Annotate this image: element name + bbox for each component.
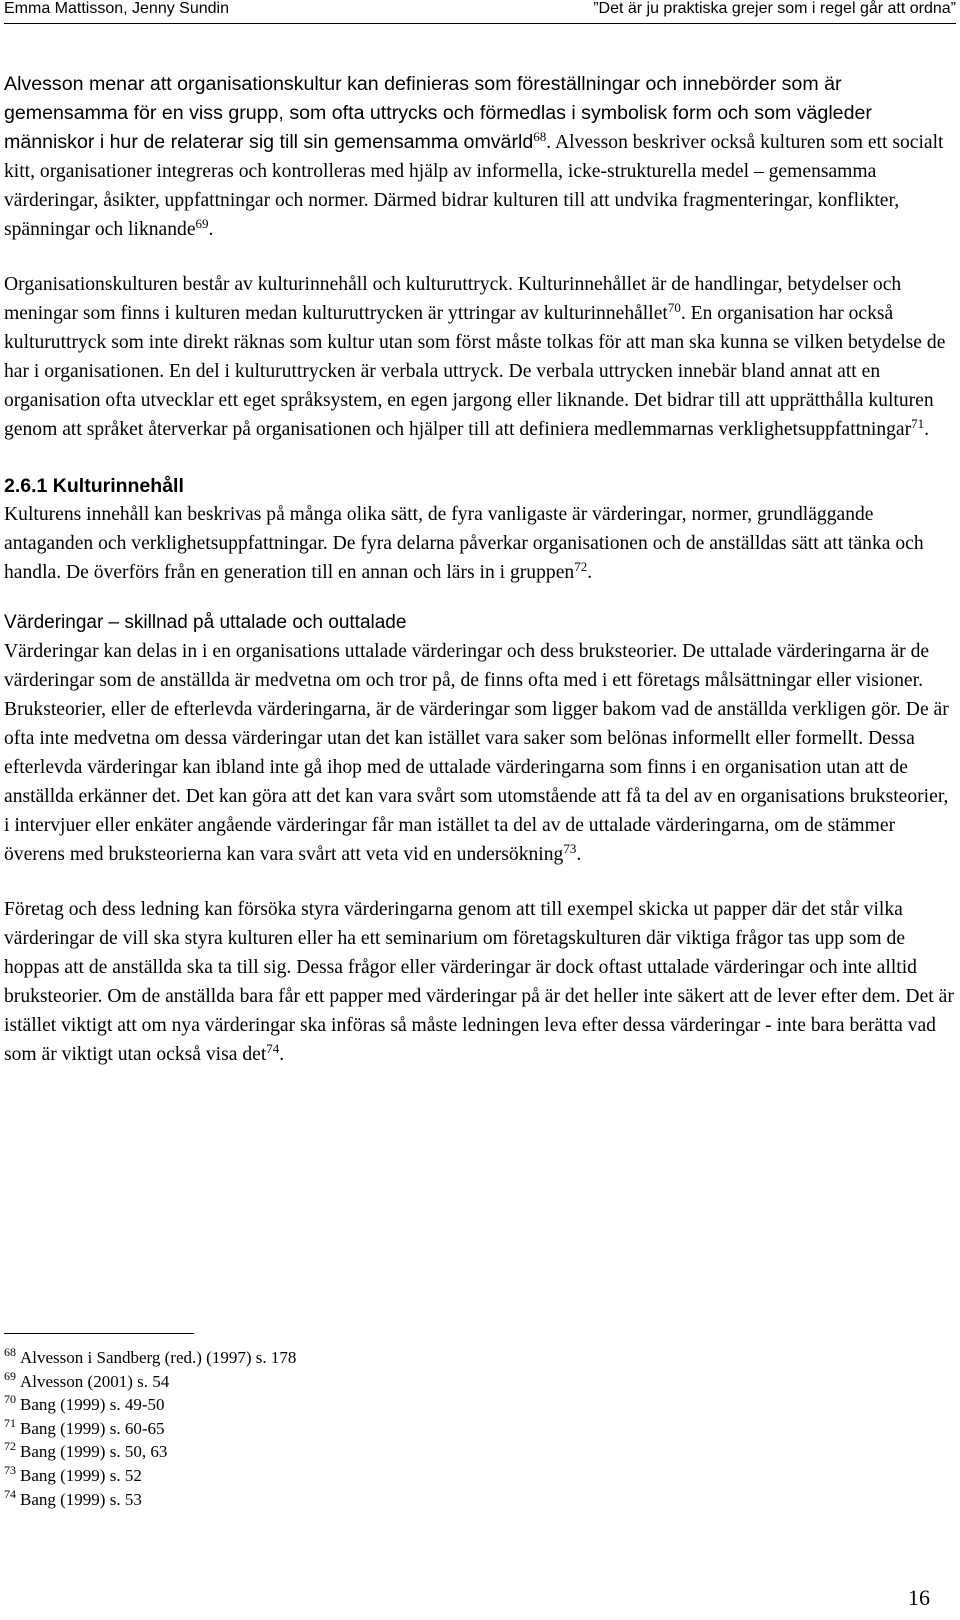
paragraph-text: Kulturens innehåll kan beskrivas på många olika sätt, de fyra vanligaste är värderingar, normer, grundläggande antaganden och verklighetsuppfattningar. De fyra delarna påverkar organisationen och de anställdas sätt att tänka och handla. De överförs från en generation till en annan och lärs in i gruppen (4, 504, 924, 583)
main-text (4, 70, 956, 1069)
running-header (4, 0, 956, 18)
footnote-reference[interactable]: 68 (533, 129, 547, 144)
subheading: Värderingar – skillnad på uttalade och outtalade (4, 612, 407, 633)
footnote-reference[interactable]: 72 (574, 559, 588, 574)
footnote-number: 72 (4, 1439, 16, 1454)
paragraph-text: . (587, 562, 593, 583)
paragraph-text: . Alvesson beskriver också kulturen som ett socialt kitt, organisationer integreras och kontrolleras med hjälp av informella, icke-strukturella medel – gemensamma värderingar, åsikter, uppfattningar och normer. Därmed bidrar kulturen till att undvika fragmenteringar, konflikter, spänningar och liknande (4, 132, 944, 240)
paragraph-2 (4, 270, 956, 444)
paragraph-3 (4, 500, 956, 587)
footnote-reference[interactable]: 71 (911, 416, 925, 431)
footnote-item (4, 1370, 904, 1394)
footnote-text: Bang (1999) s. 60-65 (20, 1418, 165, 1438)
section-heading: 2.6.1 Kulturinnehåll (4, 475, 184, 497)
footnotes (4, 1346, 904, 1511)
footnote-text: Bang (1999) s. 50, 63 (20, 1442, 168, 1462)
footnote-reference[interactable]: 74 (266, 1041, 280, 1056)
footnote-reference[interactable]: 73 (563, 841, 577, 856)
footnote-text: Alvesson (2001) s. 54 (20, 1371, 170, 1391)
footnote-number: 71 (4, 1415, 16, 1430)
paragraph-text: . (576, 844, 582, 865)
footnote-number: 68 (4, 1345, 16, 1359)
footnote-item (4, 1464, 904, 1488)
header-rule (4, 23, 956, 24)
paragraph-text: Värderingar kan delas in i en organisations uttalade värderingar och dess bruksteorier. De uttalade värderingarna är de värderingar som de anställda är medvetna om och tror på, de finns ofta med i ett företags målsättningar eller visioner. Bruksteorier, eller de efterlevda värderingarna, är de värderingar som ligger bakom vad de anställda verkligen gör. De är ofta inte medvetna om dessa värderingar utan det kan istället vara saker som belönas informellt eller formellt. Dessa efterlevda värderingar kan ibland inte gå ihop med de uttalade värderingarna som finns i en organisation utan att de anställda erkänner det. Det kan göra att det kan vara svårt som utomstående att få ta del av en organisations bruksteorier, i intervjuer eller enkäter angående värderingar får man istället ta del av de uttalade värderingarna, om de stämmer överens med bruksteorierna kan vara svårt att veta vid en undersökning (4, 641, 949, 865)
paragraph-text: Alvesson menar att organisationskultur kan definieras som föreställningar och innebörder som är gemensamma för en viss grupp, som ofta uttrycks och förmedlas i symbolisk form och som vägleder människor i hur de relaterar sig till sin gemensamma omvärld (4, 73, 872, 153)
footnote-text: Bang (1999) s. 53 (20, 1489, 142, 1509)
footnote-item (4, 1417, 904, 1441)
footnote-number: 70 (4, 1392, 16, 1407)
footnote-item (4, 1440, 904, 1464)
header-authors: Emma Mattisson, Jenny Sundin (4, 0, 229, 17)
paragraph-4 (4, 637, 956, 869)
footnote-separator (4, 1333, 194, 1334)
footnote-text: Bang (1999) s. 49-50 (20, 1395, 165, 1415)
header-document-title: ”Det är ju praktiska grejer som i regel går att ordna” (593, 0, 956, 17)
paragraph-text: . En organisation har också kulturuttryck som inte direkt räknas som kultur utan som först måste tolkas för att man ska kunna se vilken betydelse de har i organisationen. En del i kulturuttrycken är verbala uttryck. De verbala uttrycken innebär bland annat att en organisation ofta utvecklar ett eget språksystem, en egen jargong eller liknande. Det bidrar till att upprätthålla kulturen genom att språket återverkar på organisationen och hjälper till att definiera medlemmarnas verklighetsuppfattningar (4, 303, 946, 440)
paragraph-5 (4, 895, 956, 1069)
footnote-number: 73 (4, 1462, 16, 1477)
footnote-text: Bang (1999) s. 52 (20, 1465, 142, 1485)
paragraph-text: Företag och dess ledning kan försöka styra värderingarna genom att till exempel skicka ut papper där det står vilka värderingar de vill ska styra kulturen eller ha ett seminarium om företagskulturen där viktiga frågor tas upp som de hoppas att de anställda ska ta till sig. Dessa frågor eller värderingar är dock oftast uttalade värderingar och inte alltid bruksteorier. Om de anställda bara får ett papper med värderingar på är det heller inte säkert att de lever efter dem. Det är istället viktigt att om nya värderingar ska införas så måste ledningen leva efter dessa värderingar - inte bara berätta vad som är viktigt utan också visa det (4, 899, 954, 1065)
page-number: 16 (908, 1585, 930, 1610)
footnote-number: 74 (4, 1486, 16, 1501)
footnote-text: Alvesson i Sandberg (red.) (1997) s. 178 (20, 1348, 297, 1367)
footnote-reference[interactable]: 69 (195, 216, 209, 231)
footnote-item (4, 1393, 904, 1417)
footnote-item (4, 1488, 904, 1512)
paragraph-text: Organisationskulturen består av kulturinnehåll och kulturuttryck. Kulturinnehållet är de handlingar, betydelser och meningar som finns i kulturen medan kulturuttrycken är yttringar av kulturinnehållet (4, 274, 902, 324)
footnote-reference[interactable]: 70 (667, 300, 681, 315)
paragraph-text: . (279, 1044, 285, 1065)
paragraph-text: . (924, 419, 930, 440)
footnote-item (4, 1346, 904, 1370)
paragraph-1 (4, 70, 956, 244)
footnote-number: 69 (4, 1368, 16, 1383)
paragraph-text: . (208, 219, 214, 240)
